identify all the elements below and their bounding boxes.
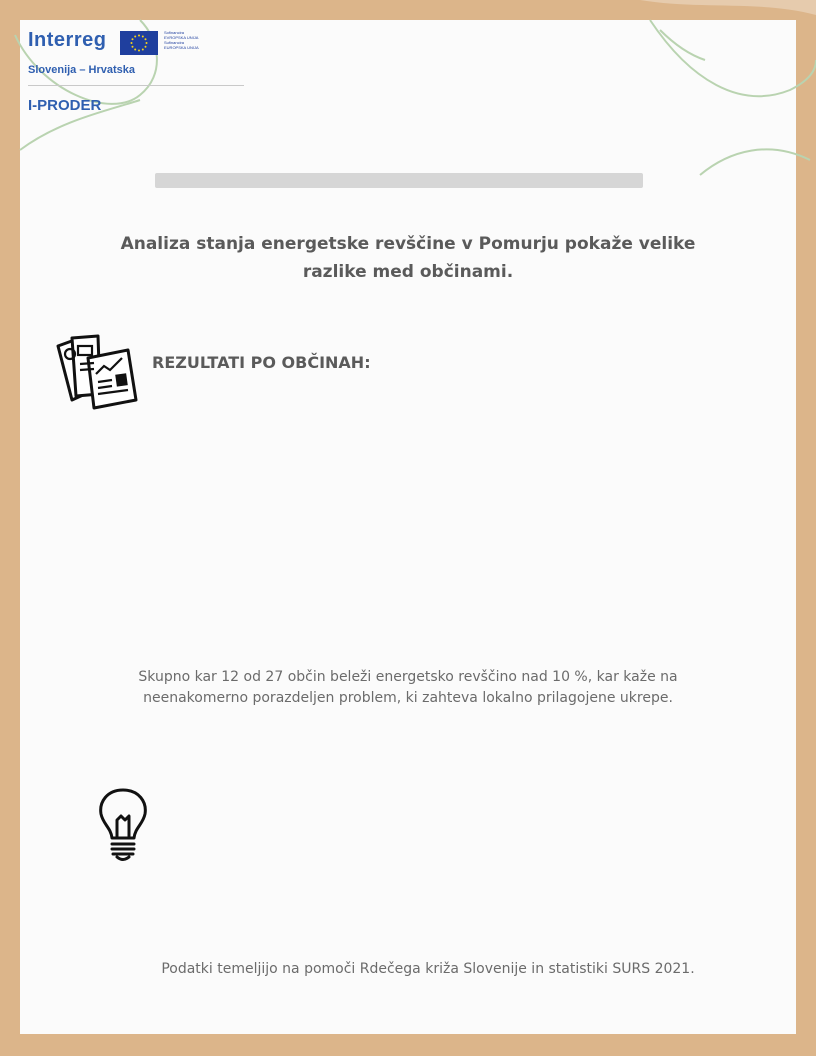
logo-program-name: Interreg (28, 29, 107, 51)
eu-text-line: Sofinancira (164, 30, 185, 35)
logo-region: Slovenija – Hrvatska (28, 64, 136, 76)
light-bulb-icon (93, 786, 153, 864)
project-name: I-PRODER (28, 97, 102, 114)
interreg-logo (28, 29, 248, 129)
headline (90, 230, 726, 286)
logo-divider (28, 85, 244, 86)
redacted-bar (155, 173, 643, 188)
documents-chart-icon (50, 330, 142, 412)
eu-cofinancing-text (164, 30, 254, 50)
eu-flag-icon (120, 31, 158, 55)
eu-text-line: EUROPSKA UNIJA (164, 45, 199, 50)
summary-text: Skupno kar 12 od 27 občin beleži energetsko revščino nad 10 %, kar kaže na neenakomerno porazdeljen problem, ki zahteva lokalno prilagojene ukrepe. (138, 669, 678, 706)
source-note: Podatki temeljijo na pomoči Rdečega križa Slovenije in statistiki SURS 2021. (161, 961, 695, 977)
headline-line: Analiza stanja energetske revščine v Pomurju pokaže velike (120, 234, 696, 254)
eu-text-line: Sufinancira (164, 40, 185, 45)
eu-text-line: EVROPSKA UNIJA (164, 35, 199, 40)
section-title: REZULTATI PO OBČINAH: (152, 353, 371, 372)
headline-line: razlike med občinami. (302, 262, 514, 282)
